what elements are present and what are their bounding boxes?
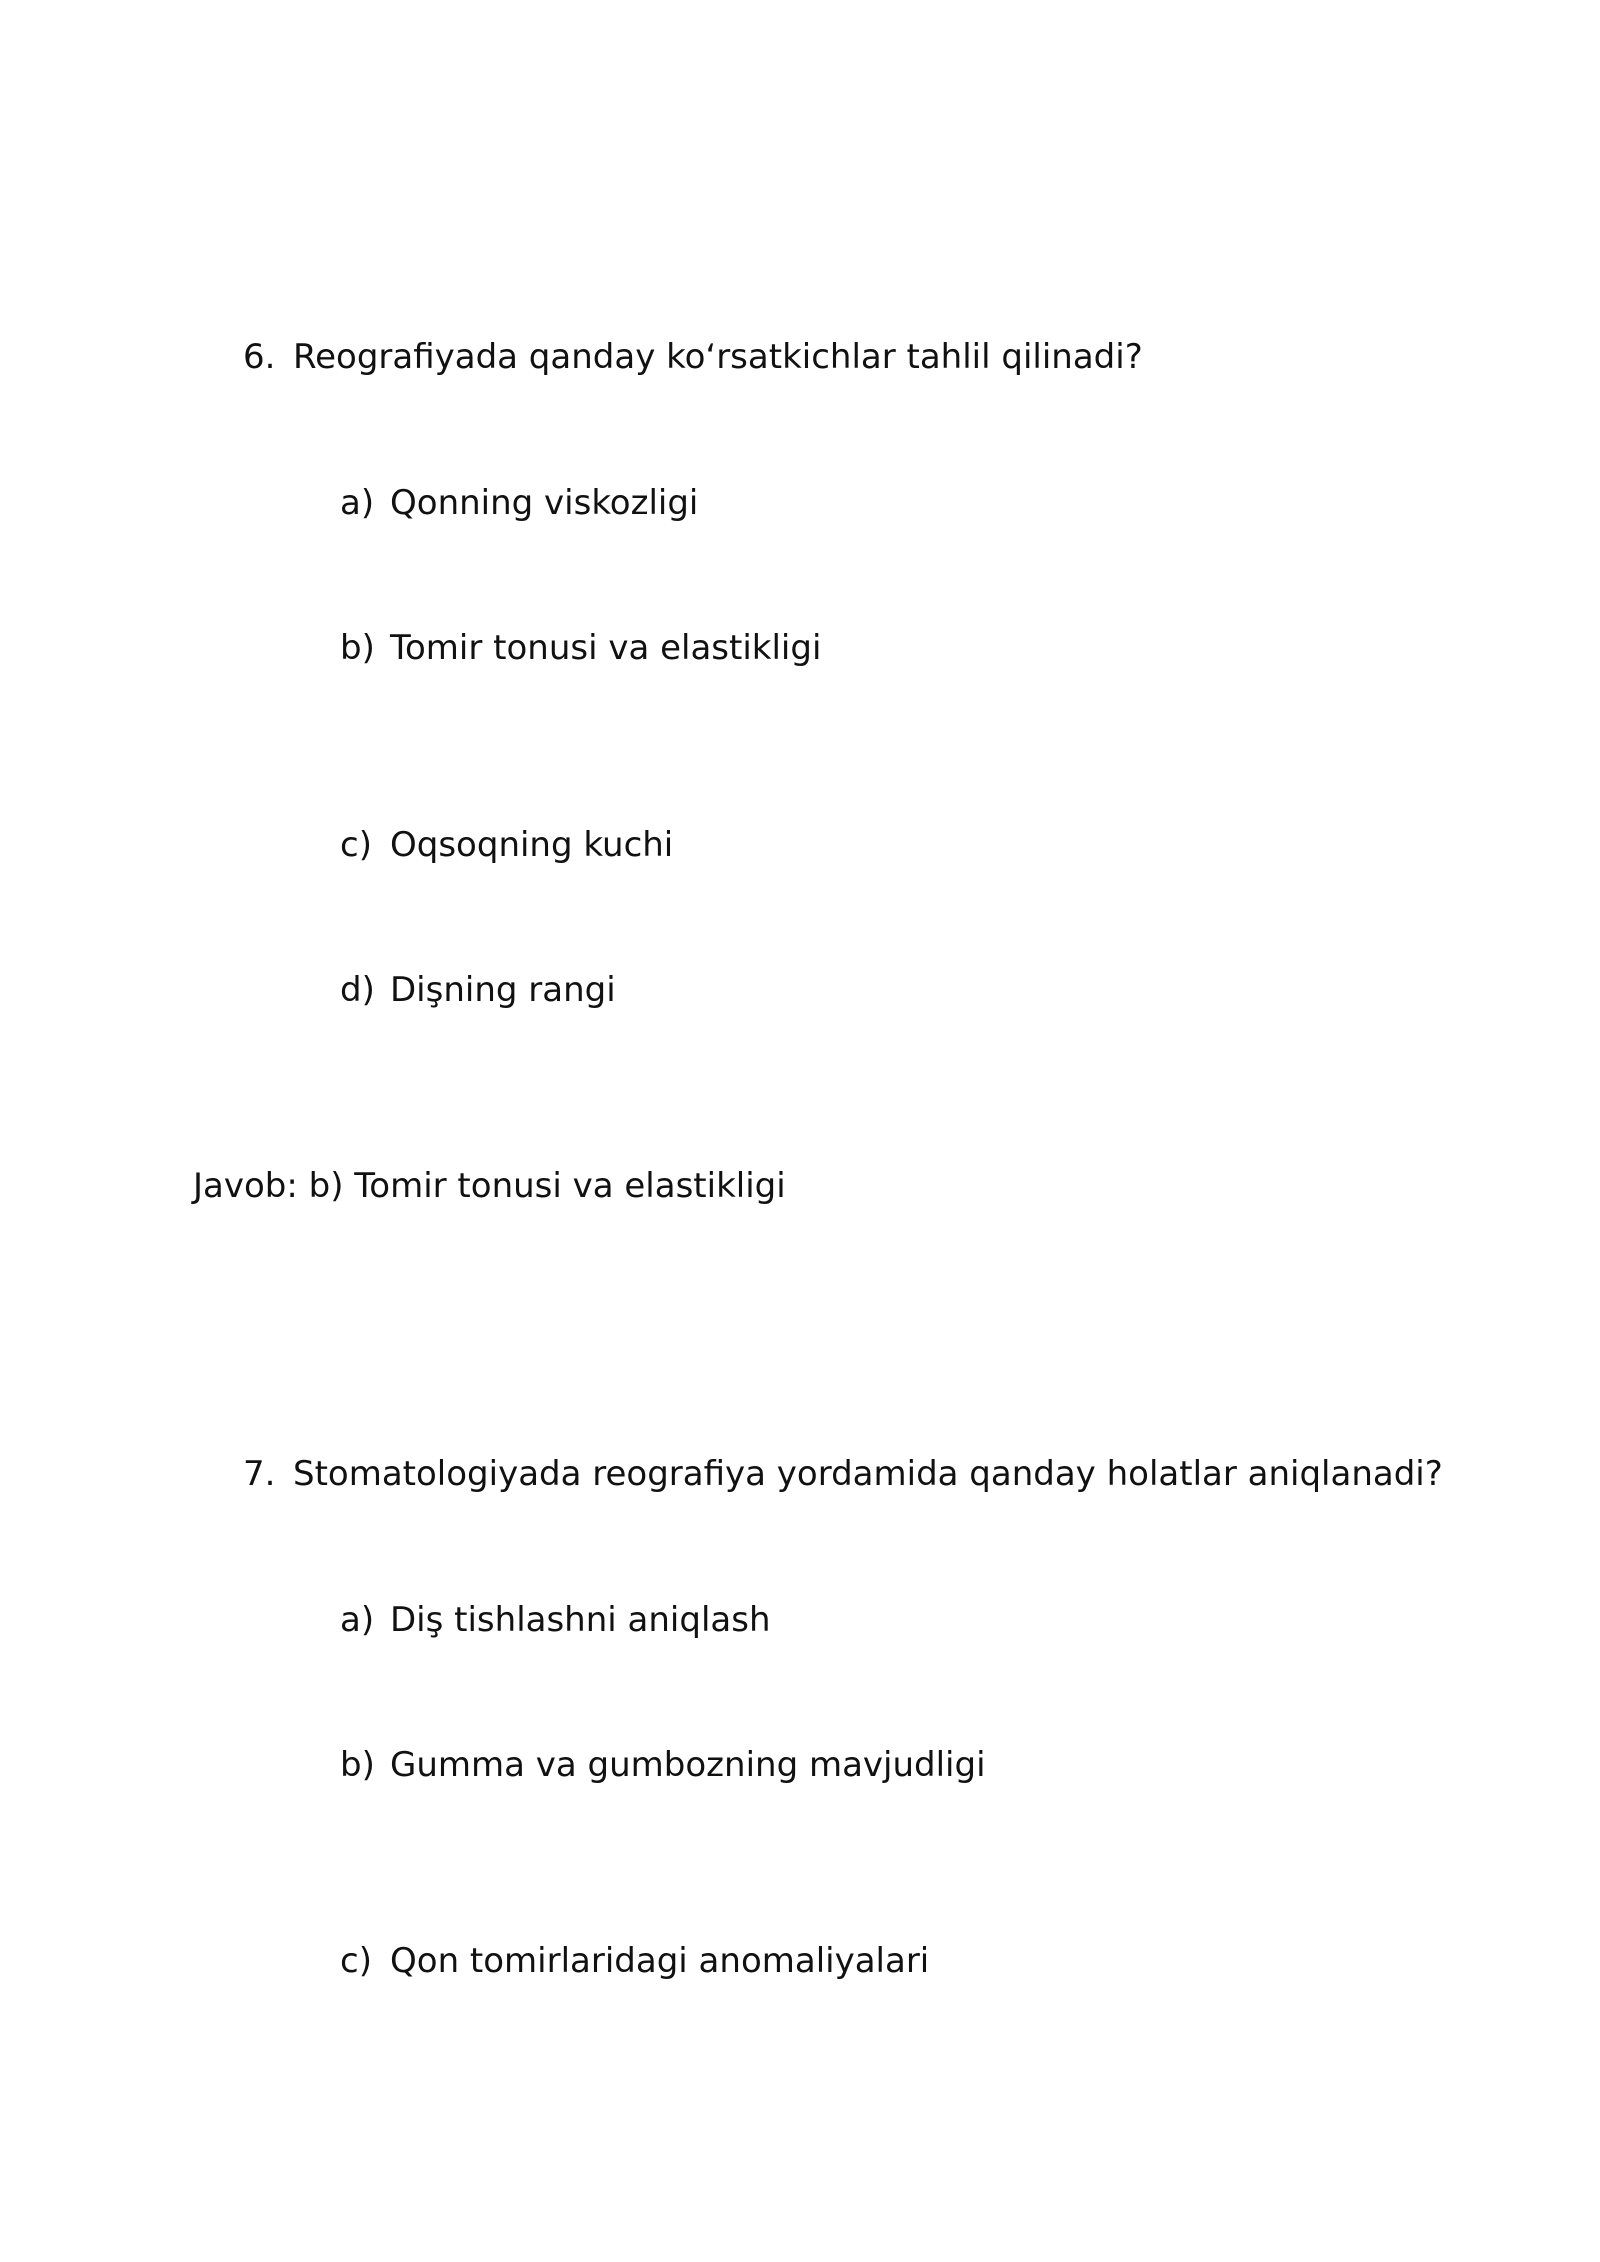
option-6c: [340, 825, 673, 866]
option-letter: b): [340, 628, 375, 668]
question-number: 6.: [243, 337, 276, 377]
option-text: Oqsoqning kuchi: [390, 825, 674, 865]
option-text: Dişning rangi: [390, 970, 616, 1010]
option-letter: d): [340, 970, 375, 1010]
option-letter: a): [340, 483, 375, 523]
question-6: [243, 337, 1143, 378]
question-text: Reografiyada qanday ko‘rsatkichlar tahlil qilinadi?: [293, 337, 1143, 377]
option-letter: b): [340, 1745, 375, 1785]
option-6b: [340, 628, 821, 669]
option-7a: [340, 1600, 771, 1641]
option-7c: [340, 1941, 929, 1982]
option-letter: c): [340, 1941, 372, 1981]
option-text: Tomir tonusi va elastikligi: [390, 628, 822, 668]
question-7: [243, 1454, 1443, 1495]
option-6d: [340, 970, 616, 1011]
option-text: Gumma va gumbozning mavjudligi: [390, 1745, 986, 1785]
option-letter: c): [340, 825, 372, 865]
question-number: 7.: [243, 1454, 276, 1494]
option-text: Qonning viskozligi: [390, 483, 699, 523]
option-7b: [340, 1745, 986, 1786]
question-text: Stomatologiyada reografiya yordamida qanday holatlar aniqlanadi?: [293, 1454, 1443, 1494]
answer-6: Javob: b) Tomir tonusi va elastikligi: [193, 1166, 786, 1206]
option-text: Qon tomirlaridagi anomaliyalari: [390, 1941, 930, 1981]
option-6a: [340, 483, 698, 524]
option-letter: a): [340, 1600, 375, 1640]
option-text: Diş tishlashni aniqlash: [390, 1600, 771, 1640]
